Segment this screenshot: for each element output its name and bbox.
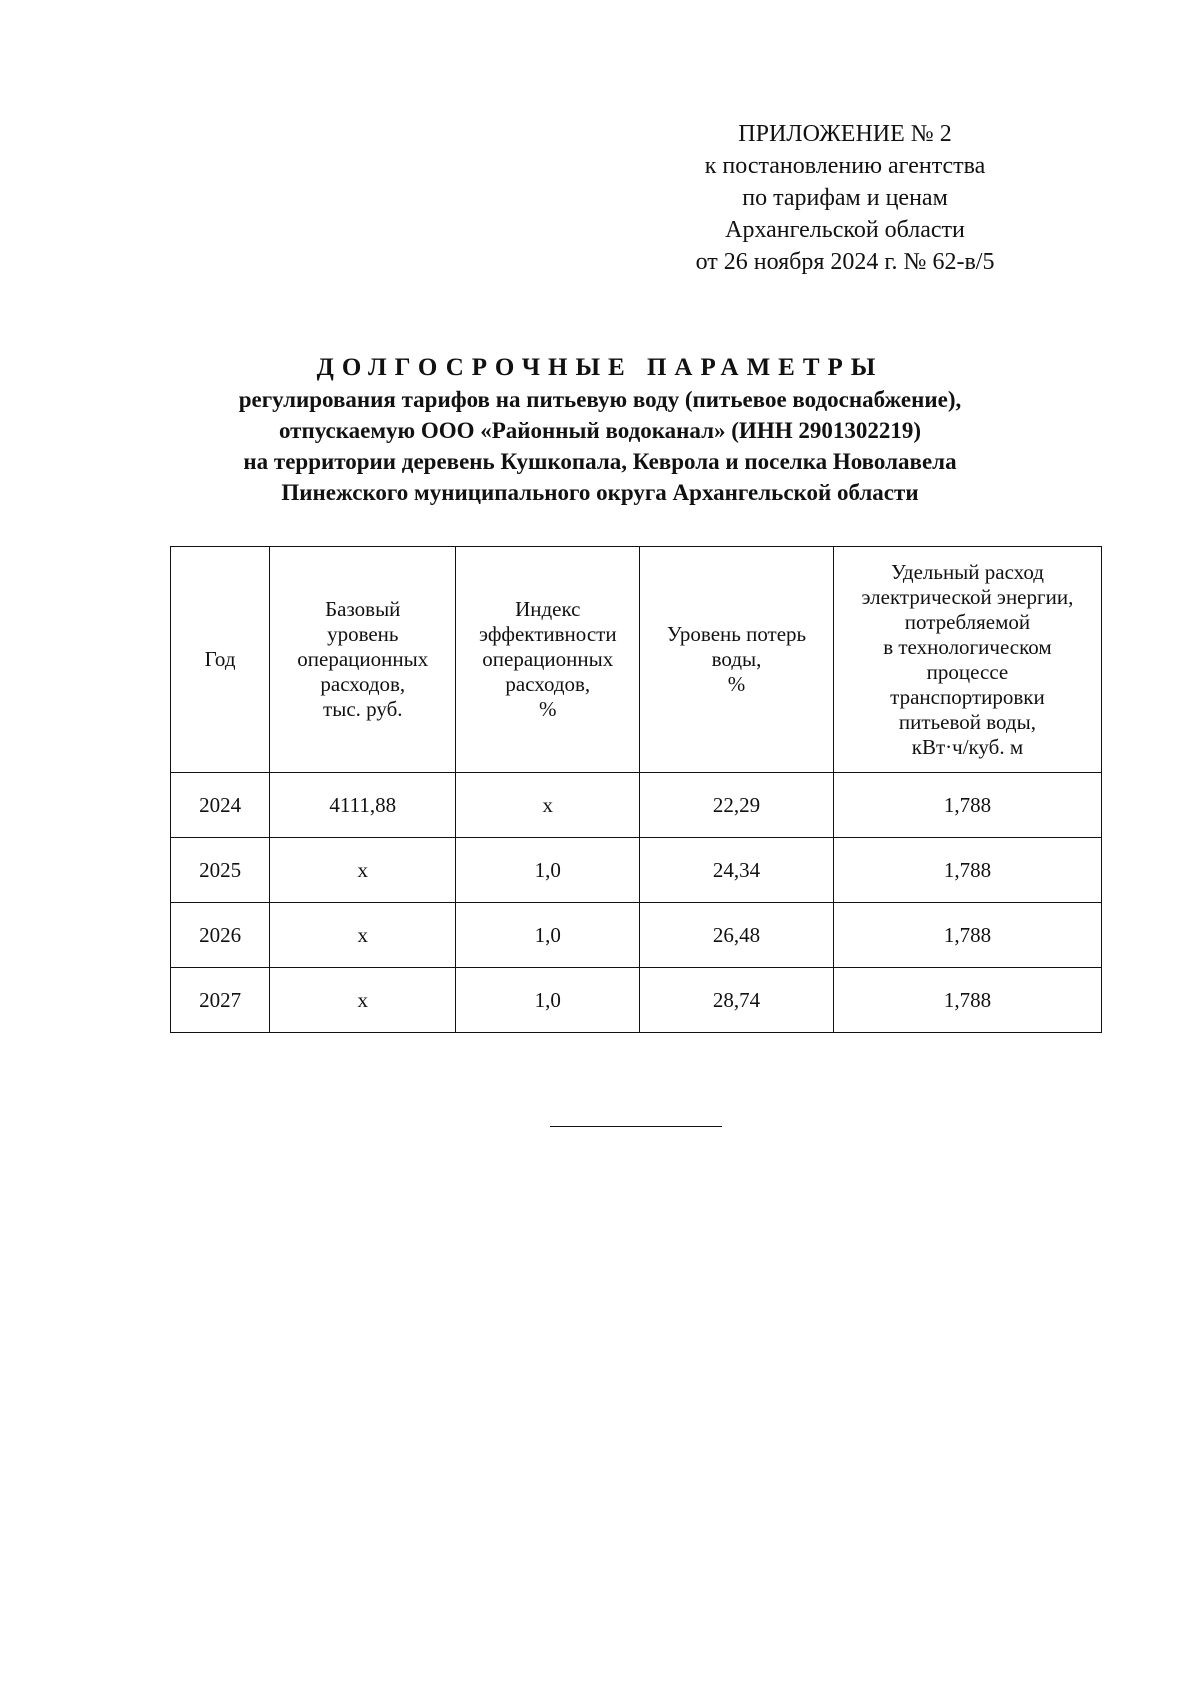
cell-base-opex: х bbox=[270, 903, 456, 968]
document-subtitle-line: отпускаемую ООО «Районный водоканал» (ИНН 2901302219) bbox=[278, 418, 922, 443]
cell-year: 2024 bbox=[171, 773, 270, 838]
cell-efficiency-index: 1,0 bbox=[456, 838, 640, 903]
appendix-reference-line: к постановлению агентства bbox=[704, 153, 986, 179]
cell-year: 2026 bbox=[171, 903, 270, 968]
cell-base-opex: х bbox=[270, 838, 456, 903]
cell-energy-consumption: 1,788 bbox=[833, 903, 1101, 968]
cell-efficiency-index: х bbox=[456, 773, 640, 838]
parameters-table bbox=[170, 546, 1102, 1033]
document-subtitle-line: на территории деревень Кушкопала, Кеврола и поселка Новолавела bbox=[243, 449, 957, 474]
cell-energy-consumption: 1,788 bbox=[833, 773, 1101, 838]
cell-year: 2025 bbox=[171, 838, 270, 903]
document-subtitle-line: регулирования тарифов на питьевую воду (питьевое водоснабжение), bbox=[238, 387, 962, 412]
document-heading bbox=[120, 352, 1080, 508]
cell-water-loss: 22,29 bbox=[640, 773, 834, 838]
appendix-number: ПРИЛОЖЕНИЕ № 2 bbox=[738, 121, 952, 147]
header-energy-consumption: Удельный расход электрической энергии, потребляемой в технологическом процессе транспортировки питьевой воды, кВт·ч/куб. м bbox=[833, 547, 1101, 773]
cell-water-loss: 24,34 bbox=[640, 838, 834, 903]
cell-base-opex: 4111,88 bbox=[270, 773, 456, 838]
cell-efficiency-index: 1,0 bbox=[456, 968, 640, 1033]
table-row bbox=[171, 838, 1102, 903]
appendix-block bbox=[690, 118, 1000, 278]
table-row bbox=[171, 773, 1102, 838]
header-base-opex: Базовый уровень операционных расходов, тыс. руб. bbox=[270, 547, 456, 773]
appendix-date-number: от 26 ноября 2024 г. № 62-в/5 bbox=[695, 249, 995, 275]
appendix-reference-line: по тарифам и ценам bbox=[742, 185, 948, 211]
header-water-loss: Уровень потерь воды, % bbox=[640, 547, 834, 773]
table-header-row bbox=[171, 547, 1102, 773]
document-title: ДОЛГОСРОЧНЫЕ ПАРАМЕТРЫ bbox=[316, 354, 884, 381]
header-year: Год bbox=[171, 547, 270, 773]
cell-water-loss: 26,48 bbox=[640, 903, 834, 968]
cell-base-opex: х bbox=[270, 968, 456, 1033]
header-efficiency-index: Индекс эффективности операционных расходов, % bbox=[456, 547, 640, 773]
document-subtitle-line: Пинежского муниципального округа Архангельской области bbox=[281, 480, 919, 505]
cell-energy-consumption: 1,788 bbox=[833, 968, 1101, 1033]
appendix-reference-line: Архангельской области bbox=[725, 217, 965, 243]
table-row bbox=[171, 968, 1102, 1033]
table-row bbox=[171, 903, 1102, 968]
cell-water-loss: 28,74 bbox=[640, 968, 834, 1033]
cell-energy-consumption: 1,788 bbox=[833, 838, 1101, 903]
closing-divider bbox=[550, 1126, 722, 1127]
cell-year: 2027 bbox=[171, 968, 270, 1033]
cell-efficiency-index: 1,0 bbox=[456, 903, 640, 968]
